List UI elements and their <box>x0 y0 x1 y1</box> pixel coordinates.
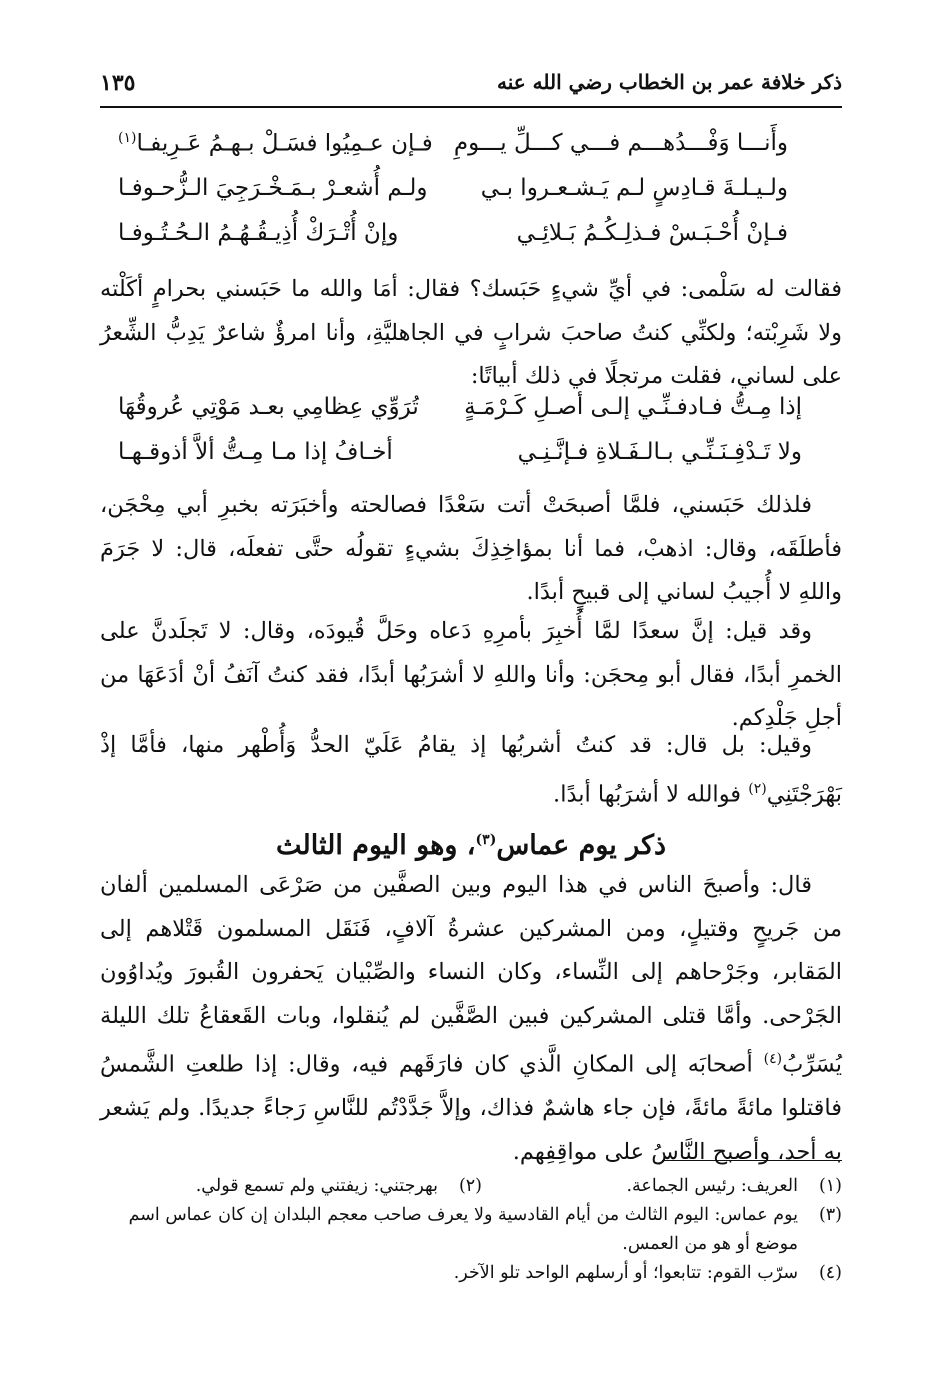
footnote-text: يوم عماس: اليوم الثالث من أيام القادسية ولا يعرف صاحب معجم البلدان إن كان عماس اسم <box>128 1205 798 1225</box>
paragraph-text: وقد قيل: إنَّ سعدًا لمَّا أُخبِرَ بأمرِهِ دَعاه وحَلَّ قُيودَه، وقال: لا تَجلَدنَّ على الخمرِ أبدًا، فقال أبو مِحجَن: وأنا واللهِ لا أشرَبُها أبدًا، فقد كنتُ آنَفُ أنْ أدَعَهَا من أجلِ جَلْدِكم. <box>100 618 842 731</box>
verse-hemistich-left: وإنْ أُتْـرَكْ أُذِيـقُـهُـمُ الـحُـتُـوفـا <box>118 220 399 246</box>
footnote <box>196 1172 482 1201</box>
running-header <box>100 62 842 110</box>
footnote-number: (٢) <box>458 1176 482 1196</box>
paragraph <box>100 484 842 615</box>
paragraph <box>100 724 842 817</box>
verse-row <box>100 126 842 171</box>
verse-hemistich-right: وأَنـــا وَفْـــدُهـــم فـــي كـــلِّ يـــومِ <box>453 130 788 156</box>
verse-hemistich-left <box>118 130 433 157</box>
verse-hemistich-left: ولـم أُشعـرْ بـمَـخْـرَجِيَ الـزُّحـوفـا <box>118 175 428 201</box>
poem-2 <box>100 390 842 480</box>
footnote-text: بهرجتني: زيفتني ولم تسمع قولي. <box>195 1176 438 1196</box>
book-page <box>100 0 842 1381</box>
footnote-text: العريف: رئيس الجماعة. <box>626 1176 798 1196</box>
header-title: ذكر خلافة عمر بن الخطاب رضي الله عنه <box>497 70 842 94</box>
footnote-number: (٤) <box>818 1263 842 1283</box>
paragraph-text: أصحابَه إلى المكانِ الَّذي كان فارَقَهم فيه، وقال: إذا طلعتِ الشَّمسُ فاقتلوا مائةً مائةً، فإن جاء هاشمٌ فذاك، وإلاَّ جَدَّدْتُم للنَّاسِ رَجاءً جديدًا. ولم يَشعر به أحد، وأصبح النَّاسُ على مواقِفِهم. <box>100 1051 842 1165</box>
verse-hemistich-right: ولـيـلـةَ قـادِسٍ لـم يَـشـعـروا بـي <box>480 175 788 201</box>
verse-row <box>100 435 842 480</box>
paragraph <box>100 610 842 741</box>
header-rule <box>100 106 842 108</box>
footnote-row <box>100 1172 842 1201</box>
verse-hemistich-left: تُرَوِّي عِظامِي بعـد مَوْتِي عُروقُهَا <box>118 394 419 420</box>
footnotes <box>100 1172 842 1288</box>
footnote-marker: (٣) <box>475 832 497 848</box>
footnote-marker: (٤) <box>763 1051 783 1067</box>
poem-1 <box>100 126 842 261</box>
footnote-text: سرّب القوم: تتابعوا؛ أو أرسلهم الواحد تلو الآخر. <box>453 1263 798 1283</box>
paragraph <box>100 864 842 1174</box>
verse-hemistich-left: أخـافُ إذا مـا مِـتُّ ألاَّ أذوقـهـا <box>118 439 393 465</box>
verse-hemistich-right: فـإنْ أُحْـبَـسْ فـذلِـكُـمُ بَـلائِـي <box>516 220 788 246</box>
section-title-text: ، وهو اليوم الثالث <box>276 830 476 861</box>
paragraph-text: وقيل: بل قال: قد كنتُ أشربُها إذ يقامُ عَلَيّ الحدُّ وَأُطْهر منها، فأمَّا إذْ بَهْرَجْتَنِي <box>100 732 842 807</box>
verse-row <box>100 216 842 261</box>
footnote <box>626 1172 842 1201</box>
footnote-rule <box>662 1160 842 1161</box>
paragraph-text: فوالله لا أشرَبُها أبدًا. <box>553 781 749 807</box>
footnote-number: (١) <box>818 1176 842 1196</box>
footnote-marker: (١) <box>118 130 137 146</box>
paragraph-text: قال: وأصبحَ الناس في هذا اليوم وبين الصفَّين من صَرْعَى المسلمين ألفان من جَريحٍ وقتيلٍ، ومن المشركين عشرةُ آلافٍ، فَنَقَل المسلمون قَتْلاهم إلى المَقابر، وجَرْحاهم إلى النِّساء، وكان النساء والصِّبْيان يَحفرون القُبورَ ويُداوُون الجَرْحى. وأمَّا قتلى المشركين فبين الصَّفَّين لم يُنقلوا، وبات القَعقاعُ تلك الليلة يُسَرِّبُ <box>100 872 842 1078</box>
section-title-text: ذكر يوم عماس <box>496 830 666 861</box>
footnote-marker: (٢) <box>748 780 767 797</box>
verse-row <box>100 171 842 216</box>
paragraph-text: فلذلك حَبَسني، فلمَّا أصبحَتْ أتت سَعْدًا فصالحته وأخبَرَته بخبرِ أبي مِحْجَن، فأطلَقَه، وقال: اذهبْ، فما أنا بمؤاخِذِكَ بشيءٍ تقولُه حتَّى تفعلَه، قال: لا جَرَمَ واللهِ لا أُجيبُ لساني إلى قبيحٍ أبدًا. <box>100 492 842 605</box>
verse-text: فـإن عـمِيُوا فسَـلْ بـهـمُ عَـرِيفـا <box>136 130 433 157</box>
verse-row <box>100 390 842 435</box>
footnote-continuation: موضع أو هو من العمس. <box>622 1234 798 1254</box>
paragraph: فقالت له سَلْمى: في أيِّ شيءٍ حَبَسك؟ فقال: أمَا والله ما حَبَسني بحرامٍ أكَلْته ولا شَرِبْته؛ ولكنِّي كنتُ صاحبَ شرابٍ في الجاهليَّةِ، وأنا امرؤٌ شاعرٌ يَدِبُّ الشِّعرُ على لساني، فقلت مرتجلًا في ذلك أبياتًا: <box>100 276 842 389</box>
footnote <box>100 1201 842 1230</box>
verse-hemistich-right: ولا تَـدْفِـنَـنِّـي بـالـفَـلاةِ فـإنَّـنِـي <box>517 439 802 465</box>
footnote-number: (٣) <box>818 1205 842 1225</box>
page-number: ١٣٥ <box>100 70 136 96</box>
footnote <box>100 1259 842 1288</box>
verse-hemistich-right: إذا مِـتُّ فـادفـنِّـي إلـى أصـلِ كَـرْمَـةٍ <box>464 394 802 420</box>
